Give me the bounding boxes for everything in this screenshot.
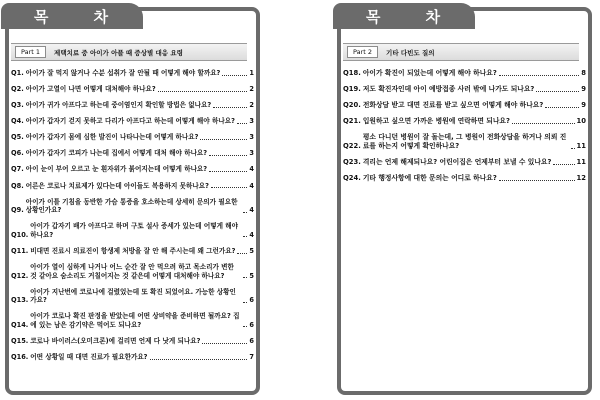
toc-page-number: 10 xyxy=(576,117,586,125)
left-page xyxy=(5,7,260,395)
toc-question-number: Q23. xyxy=(343,158,361,166)
toc-item[interactable] xyxy=(11,85,254,94)
toc-page-number: 9 xyxy=(581,101,586,109)
toc-question-number: Q8. xyxy=(11,181,24,190)
toc-row xyxy=(11,69,254,78)
toc-question-number: Q3. xyxy=(11,101,24,110)
right-page xyxy=(337,7,592,395)
toc-question-number: Q6. xyxy=(11,149,24,158)
toc-row xyxy=(11,337,254,346)
toc-page-number: 3 xyxy=(249,133,254,142)
toc-leader-dots xyxy=(499,75,579,76)
toc-item[interactable] xyxy=(343,117,586,126)
toc-leader-dots xyxy=(158,91,248,92)
toc-question-number: Q7. xyxy=(11,165,24,174)
toc-item[interactable] xyxy=(11,337,254,346)
toc-item[interactable] xyxy=(11,182,254,191)
toc-leader-dots xyxy=(200,139,247,140)
toc-row xyxy=(11,182,254,191)
toc-leader-dots xyxy=(243,236,247,237)
toc-page-number: 4 xyxy=(249,165,254,174)
toc-item[interactable] xyxy=(11,312,254,329)
toc-row xyxy=(343,158,586,167)
toc-leader-dots xyxy=(222,75,247,76)
toc-question-number: Q13. xyxy=(11,296,29,305)
toc-question-text: 아이가 갑자기 코피가 나는데 집에서 어떻게 대처 해야 하나요? xyxy=(25,149,208,158)
right-part-label: Part 2 xyxy=(347,46,378,58)
toc-leader-dots xyxy=(571,148,575,149)
toc-question-text: 코로나 바이러스(오미크론)에 걸리면 언제 다 낫게 되나요? xyxy=(30,336,201,345)
toc-leader-dots xyxy=(213,107,247,108)
toc-item[interactable] xyxy=(11,198,254,215)
toc-question-number: Q9. xyxy=(11,206,24,215)
toc-question-text: 어떤 상황일 때 대면 진료가 필요한가요? xyxy=(30,353,148,362)
toc-question-text: 아이가 이틀 기침을 동반한 가슴 통증을 호소하는데 상세히 문의가 필요한 상황인가요? xyxy=(25,197,238,215)
right-toc-list xyxy=(343,69,586,190)
toc-item[interactable] xyxy=(11,288,254,305)
toc-page-number: 11 xyxy=(576,158,586,166)
toc-row xyxy=(11,165,254,174)
toc-row xyxy=(343,69,586,78)
toc-row xyxy=(11,133,254,142)
toc-page-number: 11 xyxy=(576,142,586,150)
toc-item[interactable] xyxy=(11,69,254,78)
toc-page-number: 4 xyxy=(249,181,254,190)
toc-leader-dots xyxy=(237,123,248,124)
toc-question-text: 아이가 열이 심하게 나거나 어느 순간 잘 안 먹으려 하고 목소리가 변한 것 같아요 숨소리도 거칠어지는 것 같은데 어떻게 대처해야 하나요? xyxy=(30,263,234,280)
toc-page-number: 5 xyxy=(249,246,254,255)
toc-row xyxy=(11,149,254,158)
toc-question-number: Q16. xyxy=(11,353,29,362)
toc-item[interactable] xyxy=(343,101,586,110)
toc-leader-dots xyxy=(209,171,247,172)
toc-item[interactable] xyxy=(11,101,254,110)
toc-item[interactable] xyxy=(343,158,586,167)
toc-page-number: 1 xyxy=(249,69,254,77)
toc-row xyxy=(11,353,254,362)
toc-item[interactable] xyxy=(11,165,254,174)
toc-row xyxy=(11,247,254,256)
left-title: 목 차 xyxy=(33,7,129,26)
toc-question-text: 평소 다니던 병원이 잘 돌는데, 그 병원이 전화상담을 하거나 의뢰 진료를 하는지 어떻게 확인하나요? xyxy=(362,133,567,150)
toc-question-number: Q15. xyxy=(11,336,29,345)
toc-page-number: 3 xyxy=(249,117,254,126)
toc-page-number: 6 xyxy=(249,336,254,345)
toc-row xyxy=(11,198,254,215)
toc-question-text: 비대면 진료시 의료진이 항생제 처방을 잘 안 해 주시는데 왜 그런가요? xyxy=(30,246,236,255)
toc-item[interactable] xyxy=(343,133,586,151)
toc-page-number: 7 xyxy=(249,353,254,362)
toc-page-number: 6 xyxy=(249,320,254,329)
right-part-bar xyxy=(343,43,579,61)
left-toc-list xyxy=(11,69,254,369)
toc-row xyxy=(11,222,254,239)
toc-question-text: 아이가 귀가 아프다고 하는데 중이염인지 확인할 방법은 없나요? xyxy=(25,101,212,110)
toc-row xyxy=(11,263,254,280)
toc-page-number: 5 xyxy=(249,271,254,280)
toc-leader-dots xyxy=(536,91,579,92)
toc-item[interactable] xyxy=(343,85,586,94)
toc-leader-dots xyxy=(512,123,575,124)
toc-item[interactable] xyxy=(11,353,254,362)
toc-leader-dots xyxy=(553,164,574,165)
toc-question-text: 저도 확진자인데 아이 예방접종 사러 밖에 나가도 되나요? xyxy=(362,85,535,93)
toc-row xyxy=(343,117,586,126)
toc-page-number: 4 xyxy=(249,230,254,239)
toc-page-number: 4 xyxy=(249,206,254,215)
toc-leader-dots xyxy=(202,343,247,344)
right-title-tab xyxy=(333,3,475,29)
right-title: 목 차 xyxy=(365,7,461,26)
toc-row xyxy=(343,133,586,151)
toc-question-number: Q19. xyxy=(343,85,361,93)
toc-question-number: Q14. xyxy=(11,320,29,329)
left-part-label: Part 1 xyxy=(15,46,46,58)
toc-question-text: 어른은 코로나 치료제가 있다는데 아이들도 복용하지 못하나요? xyxy=(25,181,209,190)
toc-item[interactable] xyxy=(11,263,254,280)
toc-leader-dots xyxy=(243,212,247,213)
toc-page-number: 8 xyxy=(581,69,586,77)
right-frame xyxy=(337,7,592,395)
left-part-title: 제택치료 중 아이가 아플 때 증상별 대응 요령 xyxy=(54,48,183,57)
toc-row xyxy=(11,101,254,110)
toc-leader-dots xyxy=(243,277,247,278)
toc-question-number: Q24. xyxy=(343,174,361,182)
toc-question-text: 아이가 확진이 되었는데 어떻게 해야 하나요? xyxy=(362,69,497,77)
toc-row xyxy=(343,85,586,94)
toc-leader-dots xyxy=(237,253,247,254)
toc-leader-dots xyxy=(243,326,247,327)
toc-leader-dots xyxy=(211,187,247,188)
toc-question-number: Q20. xyxy=(343,101,361,109)
toc-question-text: 기타 행정사항에 대한 문의는 어디로 하나요? xyxy=(362,174,497,182)
toc-question-text: 아이가 코로나 확진 판정을 받았는데 어떤 상비약을 준비하면 될까요? 집에 있는 남은 감기약은 먹어도 되나요? xyxy=(30,312,240,329)
toc-row xyxy=(11,312,254,329)
toc-item[interactable] xyxy=(343,69,586,78)
toc-question-number: Q1. xyxy=(11,69,24,77)
toc-item[interactable] xyxy=(11,133,254,142)
toc-page-number: 12 xyxy=(576,174,586,182)
toc-row xyxy=(11,85,254,94)
toc-row xyxy=(11,288,254,305)
toc-page-number: 3 xyxy=(249,149,254,158)
toc-item[interactable] xyxy=(11,117,254,126)
toc-item[interactable] xyxy=(11,149,254,158)
toc-row xyxy=(343,101,586,110)
toc-row xyxy=(343,174,586,183)
toc-question-text: 전화상담 받고 대면 진료를 받고 싶으면 어떻게 해야 하나요? xyxy=(362,101,544,109)
toc-item[interactable] xyxy=(11,222,254,239)
toc-question-number: Q18. xyxy=(343,69,361,77)
toc-question-number: Q22. xyxy=(343,142,361,150)
toc-question-text: 격리는 언제 해제되나요? 어린이집은 언제부터 보낼 수 있나요? xyxy=(362,158,552,166)
toc-question-text: 아이가 지난번에 코로나에 걸렸었는데 또 확진 되었어요. 가능한 상황인가요? xyxy=(30,287,236,305)
toc-question-text: 아이가 잘 먹지 않거나 수분 섭취가 잘 안될 때 어떻게 해야 할까요? xyxy=(25,69,221,77)
toc-question-text: 입원하고 싶으면 가까운 병원에 연락하면 되나요? xyxy=(362,117,510,125)
toc-leader-dots xyxy=(150,359,248,360)
toc-leader-dots xyxy=(545,107,579,108)
right-part-title: 기타 다빈도 질의 xyxy=(386,48,435,57)
left-part-bar xyxy=(11,43,247,61)
toc-page-number: 2 xyxy=(249,85,254,94)
toc-question-text: 아이가 갑자기 몸에 심한 발진이 나타나는데 어떻게 하나요? xyxy=(25,133,199,142)
toc-question-number: Q10. xyxy=(11,230,29,239)
toc-page-number: 6 xyxy=(249,296,254,305)
toc-page-number: 2 xyxy=(249,101,254,110)
toc-question-number: Q11. xyxy=(11,246,29,255)
toc-row xyxy=(11,117,254,126)
toc-question-number: Q21. xyxy=(343,117,361,125)
toc-question-number: Q5. xyxy=(11,133,24,142)
toc-leader-dots xyxy=(209,155,247,156)
toc-question-number: Q12. xyxy=(11,271,29,280)
toc-question-text: 아이 눈이 부어 오르고 눈 흰자위가 붉어지는데 어떻게 하나요? xyxy=(25,165,208,174)
left-title-tab xyxy=(1,3,143,29)
toc-question-text: 아이가 갑자기 배가 아프다고 하며 구토 설사 증세가 있는데 어떻게 해야 하나요? xyxy=(30,222,238,239)
toc-leader-dots xyxy=(499,180,575,181)
toc-question-number: Q4. xyxy=(11,117,24,126)
toc-item[interactable] xyxy=(11,247,254,256)
toc-leader-dots xyxy=(243,302,247,303)
toc-page-number: 9 xyxy=(581,85,586,93)
toc-item[interactable] xyxy=(343,174,586,183)
toc-question-number: Q2. xyxy=(11,85,24,94)
toc-question-text: 아이가 고열이 나면 어떻게 대처해야 하나요? xyxy=(25,85,156,94)
toc-question-text: 아이가 갑자기 걷지 못하고 다리가 아프다고 하는데 어떻게 해야 하나요? xyxy=(25,117,235,126)
